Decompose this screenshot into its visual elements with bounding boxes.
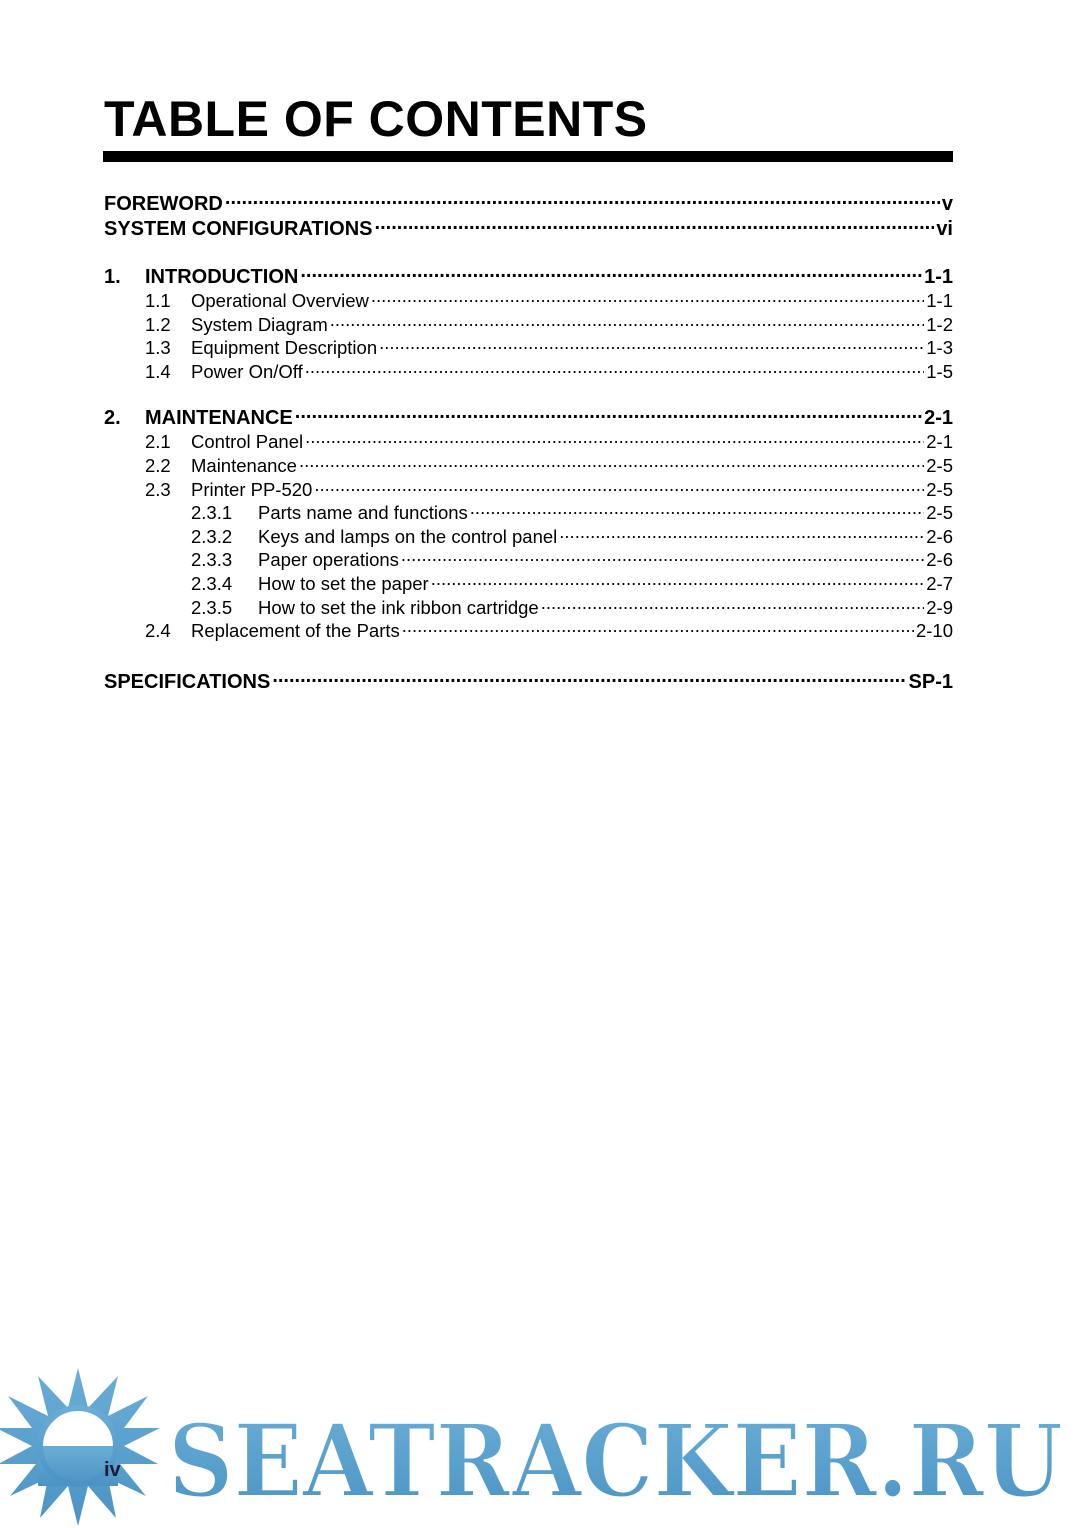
toc-page: 1-2 (926, 313, 953, 335)
toc-label: Paper operations (258, 548, 399, 570)
toc-page: 2-9 (926, 596, 953, 618)
title-rule (103, 151, 953, 162)
toc-label: System Diagram (191, 313, 328, 335)
leader-dots (272, 668, 906, 688)
toc-label: Parts name and functions (258, 501, 468, 523)
toc-page: 2-10 (915, 619, 953, 641)
toc-entry-2-3[interactable] (104, 477, 953, 501)
watermark-text: SEATRACKER.RU (168, 1402, 1063, 1520)
toc-page: 2-6 (926, 525, 953, 547)
toc-page: v (941, 193, 953, 215)
toc-entry-2-3-2[interactable] (104, 524, 953, 548)
toc-number: 2.3.5 (191, 596, 233, 618)
toc-page: 2-6 (926, 548, 953, 570)
toc-number: 2.4 (145, 619, 171, 641)
toc-number: 1. (104, 266, 121, 288)
toc-page: 2-5 (926, 501, 953, 523)
toc-entry-2-3-1[interactable] (104, 500, 953, 524)
toc-page: 1-5 (926, 360, 953, 382)
page-title: TABLE OF CONTENTS (104, 91, 648, 147)
sun-burst-icon (0, 1368, 160, 1526)
toc-label: SPECIFICATIONS (104, 671, 271, 693)
leader-dots (402, 618, 914, 637)
toc-label: FOREWORD (104, 193, 223, 215)
toc-label: How to set the ink ribbon cartridge (258, 596, 539, 618)
toc-page: 1-1 (926, 289, 953, 311)
leader-dots (295, 404, 922, 424)
toc-entry-chapter-2[interactable] (104, 404, 953, 430)
toc-page: 1-3 (926, 336, 953, 358)
toc-label: SYSTEM CONFIGURATIONS (104, 218, 373, 240)
toc-entry-specifications[interactable] (104, 668, 953, 694)
toc-entry-2-3-4[interactable] (104, 571, 953, 595)
leader-dots (375, 215, 935, 235)
toc-page: 2-1 (924, 407, 953, 429)
toc-number: 1.4 (145, 360, 171, 382)
leader-dots (431, 571, 925, 590)
toc-page: 2-5 (926, 454, 953, 476)
leader-dots (305, 429, 924, 448)
page-number: iv (104, 1459, 121, 1481)
toc-entry-chapter-1[interactable] (104, 263, 953, 289)
toc-label: Control Panel (191, 430, 304, 452)
toc-page: 2-1 (926, 430, 953, 452)
leader-dots (314, 477, 924, 496)
toc-page: SP-1 (908, 671, 953, 693)
toc-entry-1-1[interactable] (104, 288, 953, 312)
toc-label: Operational Overview (191, 289, 369, 311)
toc-label: INTRODUCTION (145, 266, 299, 288)
toc-entry-2-3-5[interactable] (104, 595, 953, 619)
leader-dots (305, 359, 925, 378)
toc-label: How to set the paper (258, 572, 429, 594)
leader-dots (541, 595, 925, 614)
toc-number: 1.1 (145, 289, 171, 311)
toc-number: 2.2 (145, 454, 171, 476)
toc-number: 2.3.1 (191, 501, 233, 523)
toc-label: Printer PP-520 (191, 478, 313, 500)
toc-page: 2-7 (926, 572, 953, 594)
leader-dots (330, 312, 925, 331)
toc-label: Power On/Off (191, 360, 303, 382)
toc-label: Replacement of the Parts (191, 619, 400, 641)
leader-dots (300, 263, 922, 283)
toc-label: Keys and lamps on the control panel (258, 525, 558, 547)
leader-dots (470, 500, 924, 519)
toc-number: 2.3 (145, 478, 171, 500)
toc-number: 1.3 (145, 336, 171, 358)
toc-entry-2-4[interactable] (104, 618, 953, 642)
toc-label: Maintenance (191, 454, 297, 476)
toc-number: 2. (104, 407, 121, 429)
toc-entry-2-3-3[interactable] (104, 547, 953, 571)
toc-number: 2.3.4 (191, 572, 233, 594)
toc-page: 2-5 (926, 478, 953, 500)
toc-label: MAINTENANCE (145, 407, 293, 429)
toc-entry-1-4[interactable] (104, 359, 953, 383)
toc-label: Equipment Description (191, 336, 378, 358)
toc-number: 2.3.2 (191, 525, 233, 547)
toc-number: 2.3.3 (191, 548, 233, 570)
toc-entry-1-2[interactable] (104, 312, 953, 336)
toc-number: 1.2 (145, 313, 171, 335)
leader-dots (379, 335, 924, 354)
toc-page: 1-1 (924, 266, 953, 288)
leader-dots (299, 453, 924, 472)
toc-entry-2-1[interactable] (104, 429, 953, 453)
toc-entry-2-2[interactable] (104, 453, 953, 477)
leader-dots (225, 190, 940, 210)
toc-number: 2.1 (145, 430, 171, 452)
leader-dots (559, 524, 924, 543)
toc-entry-1-3[interactable] (104, 335, 953, 359)
watermark-logo (0, 1368, 1080, 1528)
leader-dots (401, 547, 924, 566)
leader-dots (371, 288, 924, 307)
toc-entry-foreword[interactable] (104, 190, 953, 216)
toc-page: vi (936, 218, 953, 240)
toc-entry-system-configurations[interactable] (104, 215, 953, 241)
